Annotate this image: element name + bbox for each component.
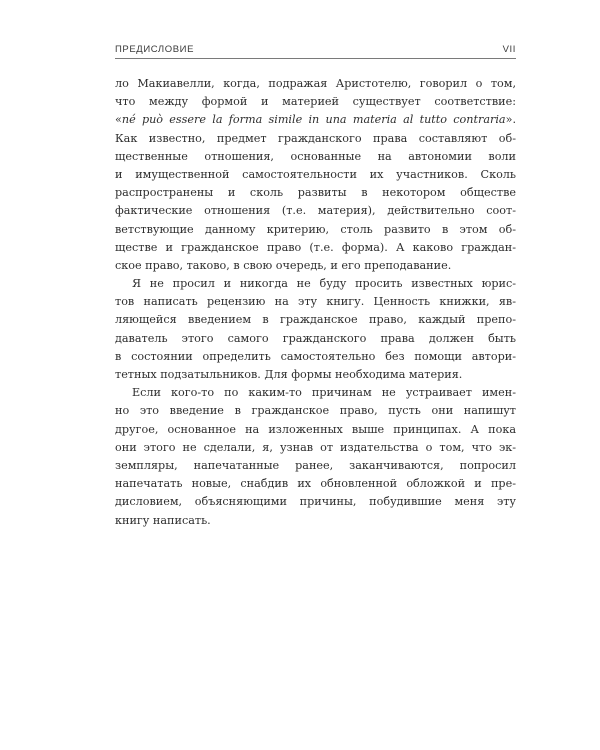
text-line: дисловием, объясняющими причины, побудившие меня эту bbox=[115, 495, 516, 509]
page-number: VII bbox=[502, 44, 516, 55]
text-line: тов написать рецензию на эту книгу. Ценность книжки, яв- bbox=[115, 295, 516, 309]
text-line: щественные отношения, основанные на автономии воли bbox=[115, 149, 516, 163]
text-line: но это введение в гражданское право, пусть они напишут bbox=[115, 404, 516, 418]
paragraph-3 bbox=[115, 384, 516, 530]
paragraph-2 bbox=[115, 275, 516, 384]
italian-quotation: né può essere la forma simile in una materia al tutto contraria bbox=[121, 113, 506, 127]
running-title: ПРЕДИСЛОВИЕ bbox=[115, 44, 195, 55]
body-text bbox=[115, 75, 516, 530]
text-line: книгу написать. bbox=[115, 513, 211, 527]
running-header bbox=[115, 38, 516, 59]
text-line: Я не просил и никогда не буду просить известных юрис- bbox=[132, 277, 516, 291]
text-line: и имущественной самостоятельности их участников. Сколь bbox=[115, 167, 516, 181]
text-line: ляющейся введением в гражданское право, каждый препо- bbox=[115, 313, 516, 327]
text-line: они этого не сделали, я, узнав от издательства о том, что эк- bbox=[115, 440, 516, 454]
text-line: ветствующие данному критерию, столь развито в этом об- bbox=[115, 222, 516, 236]
text-line: Если кого-то по каким-то причинам не устраивает имен- bbox=[132, 386, 516, 400]
text-line: тетных подзатыльников. Для формы необходима материя. bbox=[115, 368, 463, 381]
text-line: даватель этого самого гражданского права должен быть bbox=[115, 331, 516, 345]
text-line: Как известно, предмет гражданского права составляют об- bbox=[115, 131, 516, 145]
text-line: ло Макиавелли, когда, подражая Аристотелю, говорил о том, bbox=[115, 77, 516, 90]
text-line: другое, основанное на изложенных выше принципах. А пока bbox=[115, 422, 516, 436]
text-line: напечатать новые, снабдив их обновленной обложкой и пре- bbox=[115, 477, 516, 491]
text-line: что между формой и материей существует соответствие: bbox=[115, 95, 516, 109]
paragraph-1 bbox=[115, 75, 516, 275]
text-line: ское право, таково, в свою очередь, и его преподавание. bbox=[115, 258, 452, 272]
text-line: ществе и гражданское право (т.е. форма). А каково граждан- bbox=[115, 240, 516, 254]
text-line: земпляры, напечатанные ранее, заканчиваются, попросил bbox=[115, 458, 516, 472]
text-line: в состоянии определить самостоятельно без помощи автори- bbox=[115, 349, 516, 363]
quotation-line: «né può essere la forma simile in una materia al tutto contraria». bbox=[115, 113, 516, 127]
text-line: фактические отношения (т.е. материя), действительно соот- bbox=[115, 204, 516, 218]
text-line: распространены и сколь развиты в некотором обществе bbox=[115, 186, 516, 200]
